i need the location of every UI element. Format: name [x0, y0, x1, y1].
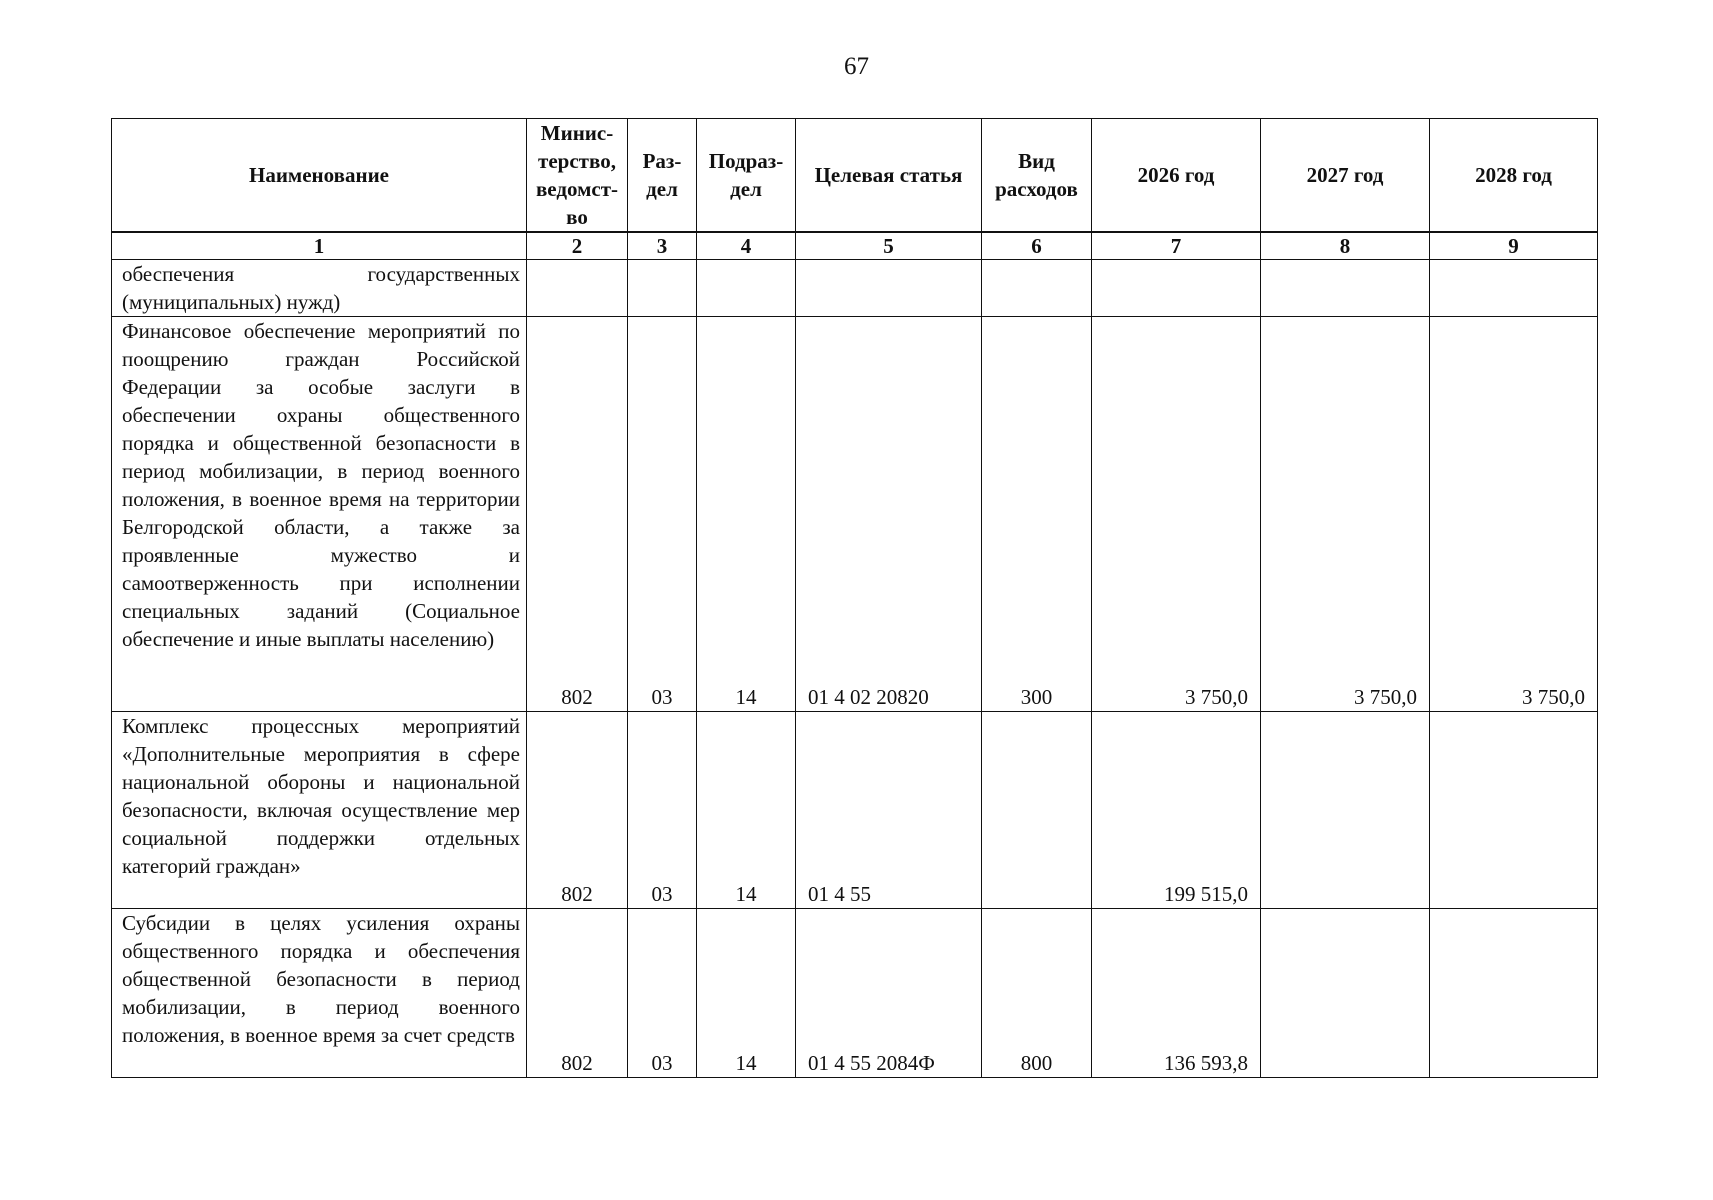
row-section: 03 — [628, 317, 697, 712]
row-target — [796, 260, 982, 317]
row-expense-type — [982, 712, 1092, 909]
row-subsection: 14 — [697, 712, 796, 909]
row-subsection — [697, 260, 796, 317]
row-2028 — [1430, 712, 1598, 909]
row-2028: 3 750,0 — [1430, 317, 1598, 712]
row-target: 01 4 55 2084Ф — [796, 909, 982, 1078]
row-ministry — [527, 260, 628, 317]
column-number: 9 — [1430, 232, 1598, 260]
column-number: 6 — [982, 232, 1092, 260]
row-target: 01 4 55 — [796, 712, 982, 909]
row-subsection: 14 — [697, 909, 796, 1078]
col-header-name: Наименование — [112, 119, 527, 233]
col-header-2027: 2027 год — [1261, 119, 1430, 233]
row-2026: 199 515,0 — [1092, 712, 1261, 909]
row-subsection: 14 — [697, 317, 796, 712]
col-header-section: Раз-дел — [628, 119, 697, 233]
row-name: Субсидии в целях усиления охраны общественного порядка и обеспечения общественной безопасности в период мобилизации, в период военного положения, в военное время за счет средств — [112, 909, 527, 1078]
row-2027 — [1261, 712, 1430, 909]
row-ministry: 802 — [527, 317, 628, 712]
row-2028 — [1430, 260, 1598, 317]
col-header-expense-type: Вид расходов — [982, 119, 1092, 233]
budget-table — [111, 118, 1598, 1078]
row-section: 03 — [628, 909, 697, 1078]
row-2026: 3 750,0 — [1092, 317, 1261, 712]
row-2027: 3 750,0 — [1261, 317, 1430, 712]
col-header-ministry: Минис-терство, ведомст-во — [527, 119, 628, 233]
column-number-row — [112, 232, 1598, 260]
header-row — [112, 119, 1598, 233]
row-name: Комплекс процессных мероприятий «Дополнительные мероприятия в сфере национальной обороны и национальной безопасности, включая осуществление мер социальной поддержки отдельных категорий граждан» — [112, 712, 527, 909]
row-ministry: 802 — [527, 909, 628, 1078]
column-number: 8 — [1261, 232, 1430, 260]
row-expense-type: 300 — [982, 317, 1092, 712]
row-2026: 136 593,8 — [1092, 909, 1261, 1078]
col-header-2026: 2026 год — [1092, 119, 1261, 233]
column-number: 7 — [1092, 232, 1261, 260]
row-expense-type — [982, 260, 1092, 317]
table-row — [112, 712, 1598, 909]
col-header-target: Целевая статья — [796, 119, 982, 233]
row-2026 — [1092, 260, 1261, 317]
page-number: 67 — [844, 53, 869, 80]
row-name: Финансовое обеспечение мероприятий по поощрению граждан Российской Федерации за особые заслуги в обеспечении охраны общественного порядка и общественной безопасности в период мобилизации, в период военного положения, в военное время на территории Белгородской области, а также за проявленные мужество и самоотверженность при исполнении специальных заданий (Социальное обеспечение и иные выплаты населению) — [112, 317, 527, 712]
row-2027 — [1261, 909, 1430, 1078]
column-number: 2 — [527, 232, 628, 260]
table-row — [112, 317, 1598, 712]
table-row — [112, 909, 1598, 1078]
row-expense-type: 800 — [982, 909, 1092, 1078]
column-number: 1 — [112, 232, 527, 260]
row-section: 03 — [628, 712, 697, 909]
row-target: 01 4 02 20820 — [796, 317, 982, 712]
table-row — [112, 260, 1598, 317]
col-header-2028: 2028 год — [1430, 119, 1598, 233]
col-header-subsection: Подраз-дел — [697, 119, 796, 233]
row-2028 — [1430, 909, 1598, 1078]
column-number: 3 — [628, 232, 697, 260]
row-ministry: 802 — [527, 712, 628, 909]
column-number: 4 — [697, 232, 796, 260]
row-section — [628, 260, 697, 317]
column-number: 5 — [796, 232, 982, 260]
row-name: обеспечения государственных (муниципальных) нужд) — [112, 260, 527, 317]
row-2027 — [1261, 260, 1430, 317]
